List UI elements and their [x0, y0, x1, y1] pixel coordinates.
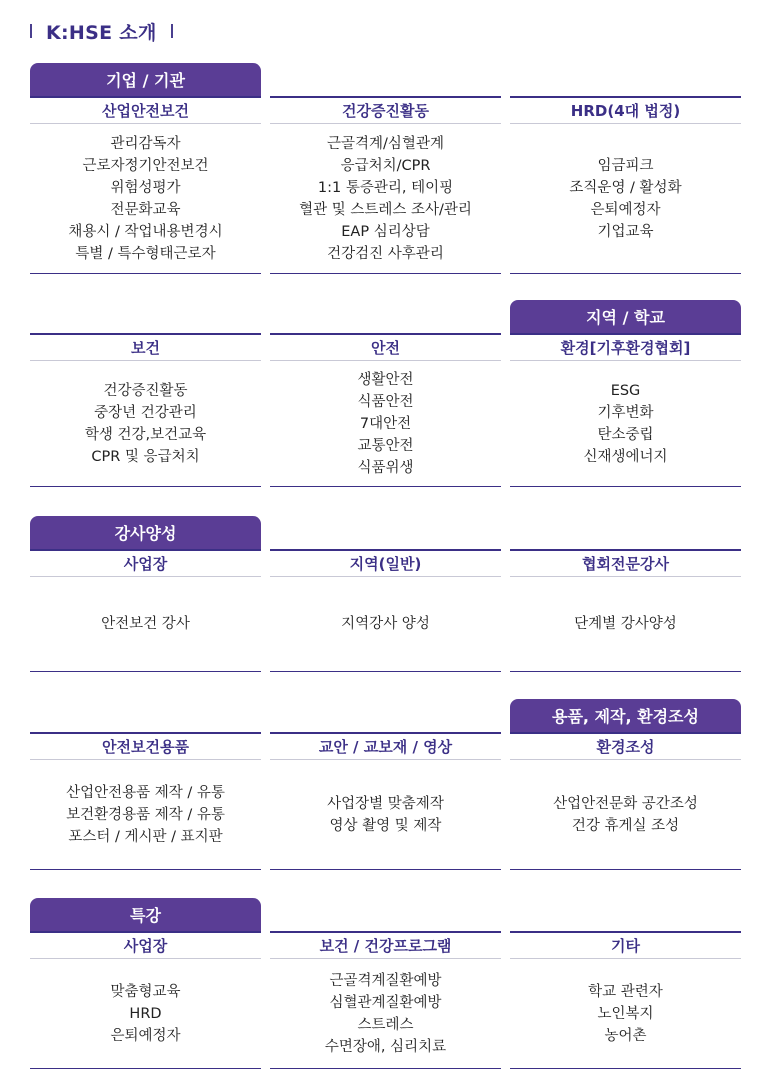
- category-item: ESG: [610, 382, 641, 399]
- category-item: 안전보건 강사: [101, 616, 190, 632]
- category-item: 기업교육: [597, 223, 654, 240]
- section-columns: [30, 549, 741, 672]
- section-columns: [30, 931, 741, 1069]
- category-item: 중장년 건강관리: [94, 404, 197, 421]
- section-tab-row: [30, 63, 741, 96]
- category-item: 건강증진활동: [103, 382, 188, 399]
- category-item: 단계별 강사양성: [574, 616, 677, 632]
- category-item: 보건환경용품 제작 / 유통: [66, 806, 225, 823]
- category-item: 탄소중립: [597, 426, 654, 443]
- category-item: 심혈관계질환예방: [329, 994, 442, 1011]
- category-items: [270, 959, 501, 1069]
- category-column: [270, 931, 501, 1069]
- category-item: 7대안전: [359, 415, 412, 432]
- category-items: [30, 959, 261, 1069]
- category-items: [510, 361, 741, 487]
- category-column: [30, 333, 261, 487]
- category-item: 혈관 및 스트레스 조사/관리: [299, 201, 472, 218]
- category-column: [510, 549, 741, 672]
- category-item: 은퇴예정자: [110, 1027, 181, 1044]
- category-item: 노인복지: [597, 1005, 654, 1022]
- section-tab: 강사양성: [30, 516, 261, 549]
- category-header: 사업장: [30, 549, 261, 577]
- category-item: 포스터 / 게시판 / 표지판: [68, 828, 223, 845]
- category-item: 응급처치/CPR: [340, 157, 431, 174]
- category-item: 근골격계/심혈관계: [327, 135, 444, 152]
- category-column: [30, 931, 261, 1069]
- category-items: [30, 577, 261, 672]
- category-item: EAP 심리상담: [341, 223, 430, 240]
- category-column: [30, 732, 261, 870]
- category-item: 농어촌: [604, 1027, 647, 1044]
- section-columns: [30, 732, 741, 870]
- category-column: [30, 549, 261, 672]
- section-2: [30, 516, 741, 672]
- category-column: [270, 549, 501, 672]
- category-column: [510, 333, 741, 487]
- category-item: 은퇴예정자: [590, 201, 661, 218]
- category-item: 사업장별 맞춤제작: [327, 795, 444, 812]
- category-header: 기타: [510, 931, 741, 959]
- category-header: 안전보건용품: [30, 732, 261, 760]
- category-item: HRD: [129, 1005, 162, 1022]
- category-items: [510, 959, 741, 1069]
- section-tab: 용품, 제작, 환경조성: [510, 699, 741, 732]
- category-column: [510, 732, 741, 870]
- category-item: 전문화교육: [110, 201, 181, 218]
- section-0: [30, 63, 741, 274]
- category-item: CPR 및 응급처치: [91, 448, 200, 465]
- category-header: 안전: [270, 333, 501, 361]
- category-items: [270, 361, 501, 487]
- category-item: 맞춤형교육: [110, 983, 181, 1000]
- category-item: 수면장애, 심리치료: [324, 1038, 447, 1055]
- category-item: 스트레스: [357, 1016, 414, 1033]
- section-1: [30, 300, 741, 487]
- section-tab-row: [30, 699, 741, 732]
- category-items: [510, 577, 741, 672]
- category-header: 환경[기후환경협회]: [510, 333, 741, 361]
- section-columns: [30, 333, 741, 487]
- category-header: 환경조성: [510, 732, 741, 760]
- category-item: 산업안전문화 공간조성: [553, 795, 698, 812]
- category-header: 산업안전보건: [30, 96, 261, 124]
- category-item: 건강 휴게실 조성: [571, 817, 680, 834]
- category-item: 산업안전용품 제작 / 유통: [66, 784, 225, 801]
- section-tab-row: [30, 516, 741, 549]
- category-items: [30, 361, 261, 487]
- category-header: 사업장: [30, 931, 261, 959]
- category-column: [30, 96, 261, 274]
- section-columns: [30, 96, 741, 274]
- category-item: 건강검진 사후관리: [327, 245, 444, 262]
- category-item: 근골격계질환예방: [329, 972, 442, 989]
- category-item: 1:1 통증관리, 테이핑: [317, 179, 454, 196]
- title-bar-left: [30, 24, 32, 38]
- category-item: 임금피크: [597, 157, 654, 174]
- category-column: [270, 732, 501, 870]
- section-tab-row: [30, 898, 741, 931]
- title-bar-right: [171, 24, 173, 38]
- section-tab: 특강: [30, 898, 261, 931]
- category-column: [510, 96, 741, 274]
- category-items: [30, 760, 261, 870]
- category-header: 보건: [30, 333, 261, 361]
- category-item: 식품위생: [357, 459, 414, 476]
- category-items: [270, 124, 501, 274]
- page-title: K:HSE 소개: [46, 21, 157, 44]
- category-item: 관리감독자: [110, 135, 181, 152]
- page-title-row: [30, 16, 173, 46]
- category-item: 채용시 / 작업내용변경시: [68, 223, 223, 240]
- section-tab-row: [30, 300, 741, 333]
- category-item: 특별 / 특수형태근로자: [75, 245, 216, 262]
- category-item: 신재생에너지: [583, 448, 668, 465]
- category-items: [30, 124, 261, 274]
- category-item: 근로자정기안전보건: [82, 157, 209, 174]
- category-item: 지역강사 양성: [341, 616, 430, 632]
- category-items: [270, 760, 501, 870]
- category-item: 조직운영 / 활성화: [569, 179, 682, 196]
- category-column: [270, 333, 501, 487]
- category-header: 협회전문강사: [510, 549, 741, 577]
- category-header: 보건 / 건강프로그램: [270, 931, 501, 959]
- category-items: [270, 577, 501, 672]
- category-item: 생활안전: [357, 371, 414, 388]
- category-header: HRD(4대 법정): [510, 96, 741, 124]
- category-header: 건강증진활동: [270, 96, 501, 124]
- section-tab: 기업 / 기관: [30, 63, 261, 96]
- category-item: 학교 관련자: [588, 983, 663, 1000]
- category-header: 지역(일반): [270, 549, 501, 577]
- section-3: [30, 699, 741, 870]
- category-header: 교안 / 교보재 / 영상: [270, 732, 501, 760]
- category-item: 식품안전: [357, 393, 414, 410]
- category-items: [510, 124, 741, 274]
- category-items: [510, 760, 741, 870]
- category-item: 학생 건강,보건교육: [84, 426, 207, 443]
- section-tab: 지역 / 학교: [510, 300, 741, 333]
- category-item: 위험성평가: [110, 179, 181, 196]
- category-column: [510, 931, 741, 1069]
- section-4: [30, 898, 741, 1069]
- category-item: 기후변화: [597, 404, 654, 421]
- category-column: [270, 96, 501, 274]
- category-item: 교통안전: [357, 437, 414, 454]
- category-item: 영상 촬영 및 제작: [329, 817, 442, 834]
